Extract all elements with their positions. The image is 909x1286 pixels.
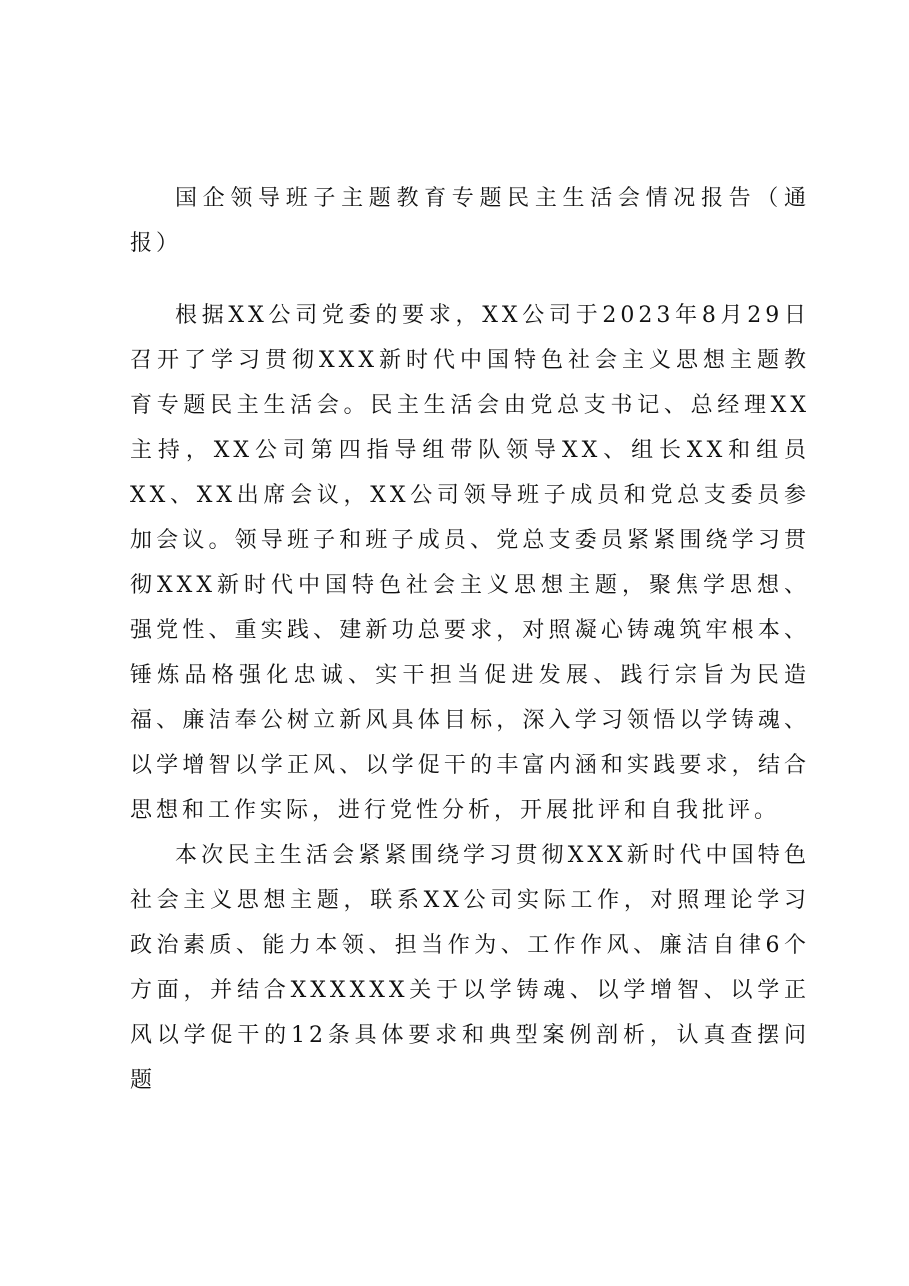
paragraph-2: 本次民主生活会紧紧围绕学习贯彻XXX新时代中国特色社会主义思想主题，联系XX公司实际工作，对照理论学习政治素质、能力本领、担当作为、工作作风、廉洁自律6个方面，并结合XXXXXX关于以学铸魂、以学增智、以学正风以学促干的12条具体要求和典型案例剖析，认真查摆问题 [130,843,810,1093]
document-title: 国企领导班子主题教育专题民主生活会情况报告（通报） [130,186,810,256]
document-body [130,176,810,1103]
paragraph-1: 根据XX公司党委的要求，XX公司于2023年8月29日召开了学习贯彻XXX新时代中国特色社会主义思想主题教育专题民主生活会。民主生活会由党总支书记、总经理XX主持，XX公司第四指导组带队领导XX、组长XX和组员XX、XX出席会议，XX公司领导班子成员和党总支委员参加会议。领导班子和班子成员、党总支委员紧紧围绕学习贯彻XXX新时代中国特色社会主义思想主题，聚焦学思想、强党性、重实践、建新功总要求，对照凝心铸魂筑牢根本、锤炼品格强化忠诚、实干担当促进发展、践行宗旨为民造福、廉洁奉公树立新风具体目标，深入学习领悟以学铸魂、以学增智以学正风、以学促干的丰富内涵和实践要求，结合思想和工作实际，进行党性分析，开展批评和自我批评。 [130,303,810,823]
